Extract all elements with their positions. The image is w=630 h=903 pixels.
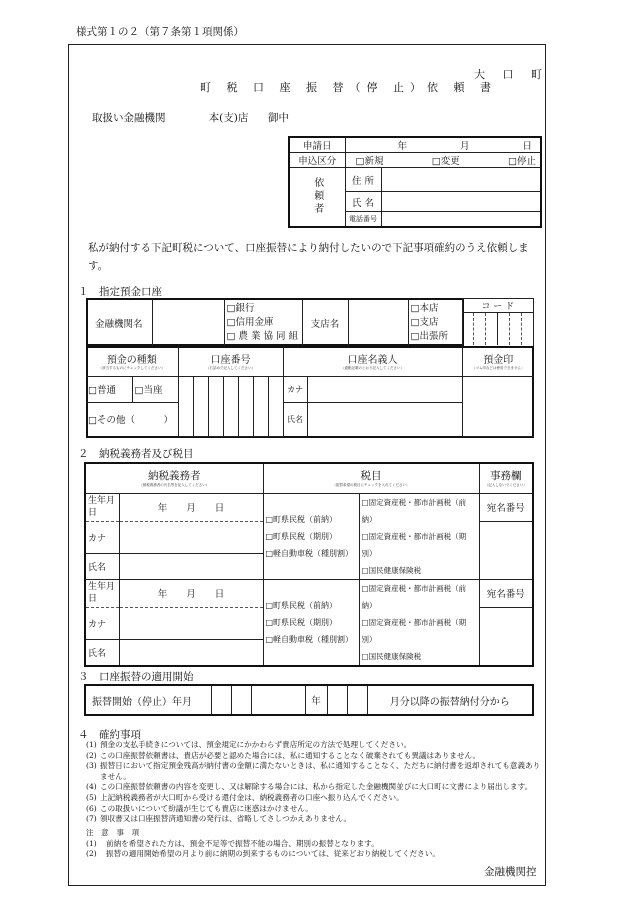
deposit-type-note: （該当するものにチェックしてください）: [98, 365, 165, 370]
branch-type-branch[interactable]: □支店: [410, 316, 439, 328]
start-month-digit[interactable]: [327, 685, 347, 715]
holder-name-field[interactable]: [307, 402, 462, 436]
bank-type-coop[interactable]: □ 農 業 協 同 組: [226, 330, 299, 342]
term-item: [86, 740, 542, 751]
tax-option[interactable]: □固定資産税・都市計画税（期別）: [361, 617, 467, 644]
type-options[interactable]: [345, 153, 541, 168]
taxpayer-name-field[interactable]: [119, 553, 263, 579]
birth-label: 生年月日: [85, 493, 119, 521]
note-item: [86, 849, 542, 860]
account-digit[interactable]: [238, 376, 253, 436]
branch-label: 本(支)店: [208, 112, 249, 124]
type-new-checkbox[interactable]: □新規: [355, 156, 384, 167]
kana-label: カナ: [85, 607, 119, 640]
term-text: 領収書又は口座振替済通知書の発行は、省略してさしつかえありません。: [100, 814, 352, 824]
seal-label: 預金印: [483, 354, 514, 366]
term-text: 預金の支払手続きについては、預金規定にかかわらず貴店所定の方法で処理してください。: [100, 740, 412, 749]
form-reference: 様式第１の２（第７条第１項関係）: [76, 26, 244, 38]
tax-option[interactable]: □固定資産税・都市計画税（前納）: [361, 583, 467, 610]
term-text: この口座振替依頼書の内容を変更し、又は解除する場合には、私から指定した金融機関並びに大口町に文書により届出します。: [100, 782, 533, 792]
tax-note: （振替希望の税目にチェックを入れてください）: [332, 483, 410, 488]
year-label: 年: [397, 141, 408, 152]
account-no-header: [178, 346, 283, 376]
start-label: 振替開始（停止）年月: [85, 685, 211, 715]
account-table: [86, 298, 534, 347]
birth-field[interactable]: 年 月 日: [119, 493, 263, 521]
requester-label-cell: [289, 168, 345, 227]
term-number: (2): [86, 750, 97, 760]
tax-option[interactable]: □軽自動車税（種別割）: [265, 548, 354, 558]
tax-option[interactable]: □国民健康保険税: [361, 651, 422, 661]
tax-option[interactable]: □町県民税（期別）: [265, 531, 338, 541]
code-cell: [462, 299, 534, 347]
term-number: (4): [86, 782, 97, 792]
taxpayer-header: [85, 463, 263, 493]
section4-heading: ４ 確約事項: [78, 729, 141, 741]
phone-field[interactable]: [381, 212, 541, 227]
account-digit[interactable]: [223, 376, 238, 436]
tax-option[interactable]: □固定資産税・都市計画税（期別）: [361, 531, 467, 558]
birth-field[interactable]: 年 月 日: [119, 579, 263, 607]
seal-header: [462, 346, 534, 376]
name-label: 氏 名: [345, 192, 381, 212]
term-number: (1): [86, 740, 97, 749]
start-month-digit[interactable]: [347, 685, 367, 715]
deposit-table: [86, 346, 534, 437]
address-no-field[interactable]: [479, 521, 533, 579]
holder-name-label: 氏名: [283, 402, 307, 436]
start-table: [84, 684, 534, 716]
holder-header: [283, 346, 462, 376]
type-stop-checkbox[interactable]: □停止: [508, 156, 536, 167]
term-text: この口座振替依頼書は、貴店が必要と認めた場合には、私に通知することなく破棄されても異議はありません。: [100, 750, 481, 760]
term-item: [86, 761, 542, 782]
term-item: [86, 804, 542, 815]
term-item: [86, 751, 542, 762]
taxpayer-name-field[interactable]: [119, 640, 263, 666]
term-item: [86, 782, 542, 793]
bank-name-label: 金融機関名: [94, 318, 143, 330]
tax-left-2: [263, 579, 359, 666]
term-text: 振替日において指定預金残高が納付書の金額に満たないときは、私に通知することなく、ただちに納付書を返却されても意義ありません。: [100, 761, 541, 781]
bank-type-options: [224, 299, 302, 347]
term-number: (3): [86, 761, 97, 771]
taxpayer-label: 納税義務者: [148, 470, 201, 483]
type-change-checkbox[interactable]: □変更: [431, 156, 460, 167]
term-number: (6): [86, 803, 97, 813]
code-boxes[interactable]: [463, 313, 534, 345]
account-digit[interactable]: [268, 376, 283, 436]
birth-label: 生年月日: [85, 579, 119, 607]
kana-field[interactable]: [119, 607, 263, 640]
date-field[interactable]: [345, 137, 541, 153]
note-text: 振替の適用開始希望の月より前に納期の到来するものについては、従来どおり納税してください。: [106, 849, 440, 859]
tax-right-2: [359, 579, 479, 666]
taxpayer-name-label: 氏名: [85, 553, 119, 579]
start-year-digit[interactable]: [251, 685, 305, 715]
tax-header: [263, 463, 479, 493]
account-digit[interactable]: [193, 376, 208, 436]
bank-type-credit[interactable]: □信用金庫: [226, 316, 274, 328]
tax-option[interactable]: □町県民税（前納）: [265, 600, 338, 610]
address-label: 住 所: [345, 168, 381, 192]
form-title: 町 税 口 座 振 替（停 止）依 頼 書: [200, 81, 497, 94]
tax-left-1: [263, 493, 359, 579]
tax-option[interactable]: □国民健康保険税: [361, 565, 422, 575]
term-text: この取扱いについて紛議が生じても貴店に迷惑はかけません。: [100, 803, 313, 813]
branch-type-main[interactable]: □本店: [410, 302, 439, 314]
office-header: [479, 463, 533, 493]
kana-label: カナ: [85, 521, 119, 553]
notes-heading: 注 意 事 項: [86, 828, 140, 837]
holder-kana-field[interactable]: [307, 376, 462, 402]
tax-option[interactable]: □町県民税（前納）: [265, 514, 338, 524]
deposit-type-header: [86, 346, 178, 376]
requester-label: 依頼者: [311, 177, 323, 217]
type-label: 申込区分: [289, 153, 345, 168]
branch-type-options: [408, 299, 462, 347]
code-label: コ ー ド: [463, 299, 534, 313]
term-item: [86, 814, 542, 825]
name-field[interactable]: [381, 192, 541, 212]
holder-label: 口座名義人: [347, 354, 398, 366]
kana-field[interactable]: [119, 521, 263, 553]
start-year-digit[interactable]: [211, 685, 231, 715]
deposit-ordinary[interactable]: □普通: [86, 376, 132, 402]
day-label: 日: [522, 141, 532, 152]
tax-option[interactable]: □町県民税（期別）: [265, 617, 338, 627]
start-year-digit[interactable]: [231, 685, 251, 715]
address-no-label: 宛名番号: [479, 493, 533, 521]
intro-text: 私が納付する下記町税について、口座振替により納付したいので下記事項確約のうえ依頼します。: [88, 242, 529, 272]
town-name: 大 口 町: [474, 68, 549, 81]
address-no-field[interactable]: [479, 607, 533, 666]
account-digit[interactable]: [178, 376, 193, 436]
office-note: （記入しないでください）: [484, 483, 527, 488]
note-text: 前納を希望された方は、預金不足等で振替不能の場合、期別の振替となります。: [106, 838, 379, 848]
account-no-label: 口座番号: [210, 354, 251, 366]
date-label: 申請日: [289, 137, 345, 153]
note-item: [86, 839, 542, 850]
taxpayer-table: [84, 462, 534, 667]
start-year-label: 年: [305, 685, 327, 715]
to-label: 御中: [268, 112, 290, 124]
term-number: (7): [86, 814, 97, 824]
tax-label: 税目: [360, 470, 382, 483]
section1-heading: １ 指定預金口座: [78, 286, 162, 298]
start-suffix: 月分以降の振替納付分から: [367, 685, 533, 715]
account-no-note: （右詰めで記入してください）: [206, 365, 255, 370]
phone-label: 電話番号: [345, 212, 381, 227]
seal-note: （ゴム印などは使用できません）: [472, 365, 525, 370]
bank-line: [92, 110, 289, 125]
section2-heading: ２ 納税義務者及び税目: [78, 448, 194, 460]
section3-heading: ３ 口座振替の適用開始: [78, 671, 194, 683]
office-label: 事務欄: [490, 470, 522, 483]
term-number: (5): [86, 792, 97, 802]
notes-list: [86, 828, 542, 860]
bank-name-field[interactable]: [152, 299, 224, 347]
taxpayer-name-label: 氏名: [85, 640, 119, 666]
address-no-label: 宛名番号: [479, 579, 533, 607]
branch-label: 支店名: [302, 299, 348, 347]
tax-option[interactable]: □固定資産税・都市計画税（前納）: [361, 497, 467, 524]
deposit-other[interactable]: □その他（ ）: [86, 402, 178, 436]
deposit-checking[interactable]: □当座: [132, 376, 178, 402]
account-digit[interactable]: [208, 376, 223, 436]
note-number: (2): [86, 849, 97, 859]
tax-option[interactable]: □軽自動車税（種別割）: [265, 634, 354, 644]
bank-label: 取扱い金融機関: [92, 112, 166, 124]
term-item: [86, 793, 542, 804]
holder-note: （通帳記載のとおり記入してください）: [341, 365, 404, 370]
bank-type-bank[interactable]: □銀行: [226, 302, 255, 314]
seal-field[interactable]: [462, 376, 534, 436]
month-label: 月: [459, 141, 470, 152]
application-table: [288, 136, 542, 228]
terms-list: [86, 740, 542, 825]
branch-type-sub[interactable]: □出張所: [410, 330, 448, 342]
note-number: (1): [86, 838, 97, 848]
taxpayer-note: （納税義務者の氏名等を記入してください）: [139, 483, 210, 488]
term-text: 上記納税義務者が大口町から受ける還付金は、納税義務者の口座へ振り込んでください。: [100, 792, 404, 802]
holder-kana-label: カナ: [283, 376, 307, 402]
address-field[interactable]: [381, 168, 541, 192]
tax-right-1: [359, 493, 479, 579]
deposit-type-label: 預金の種類: [106, 354, 157, 366]
branch-field[interactable]: [348, 299, 408, 347]
footer-label: 金融機関控: [484, 866, 537, 878]
account-digit[interactable]: [253, 376, 268, 436]
